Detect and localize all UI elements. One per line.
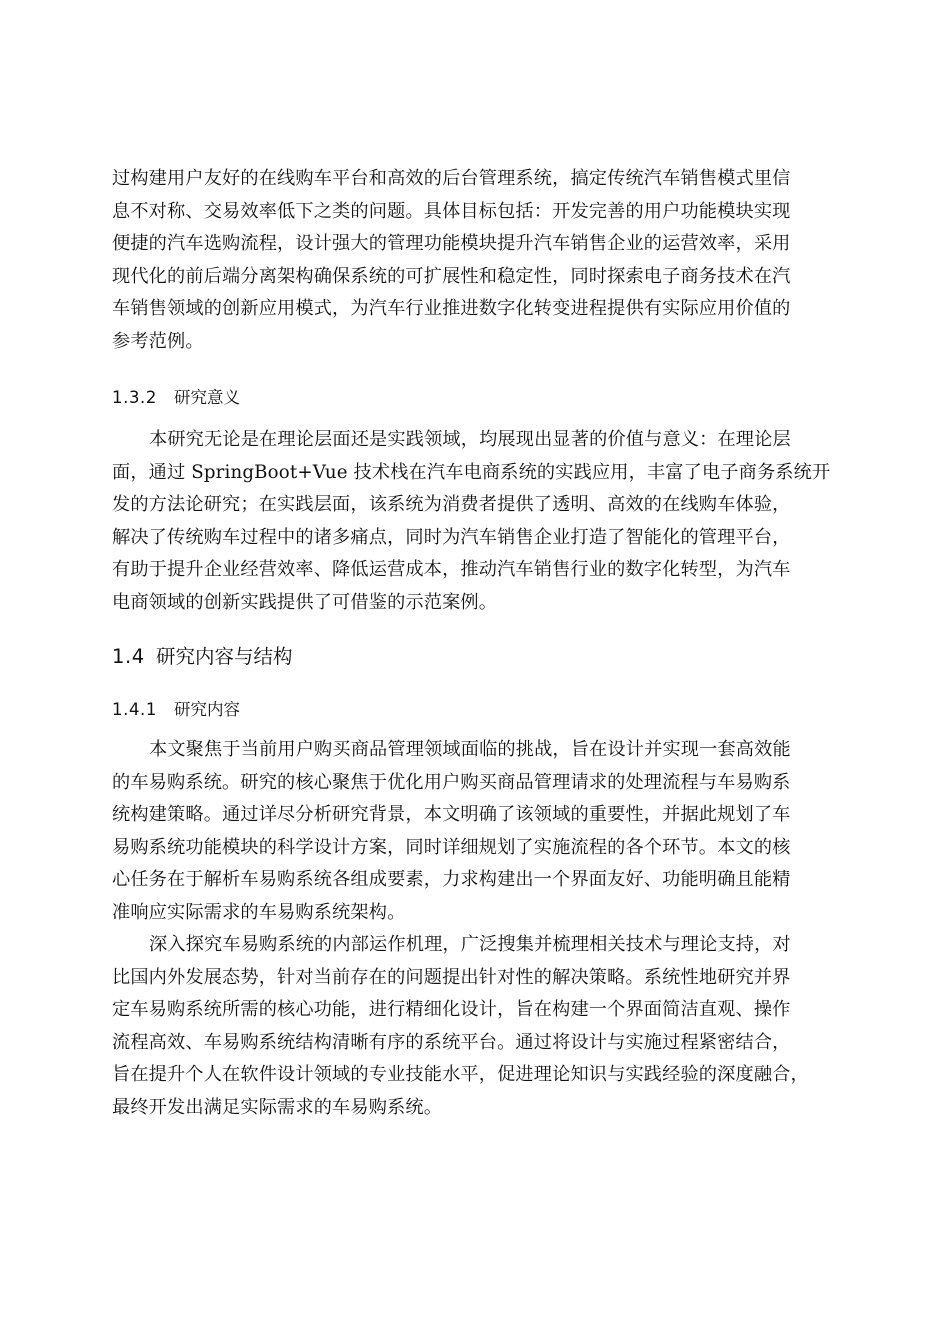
- text-line: 的车易购系统。研究的核心聚焦于优化用户购买商品管理请求的处理流程与车易购系: [112, 771, 791, 793]
- paragraph-research-goals-continued: [112, 163, 842, 358]
- section-heading-1-3-2: [112, 386, 240, 410]
- text-line: 息不对称、交易效率低下之类的问题。具体目标包括：开发完善的用户功能模块实现: [112, 200, 791, 222]
- text-line: 最终开发出满足实际需求的车易购系统。: [112, 1096, 443, 1118]
- section-number: 1.4.1: [112, 700, 157, 719]
- section-title: 研究内容: [174, 700, 240, 719]
- text-line: 过构建用户友好的在线购车平台和高效的后台管理系统，搞定传统汽车销售模式里信: [112, 168, 791, 189]
- text-line: 便捷的汽车选购流程，设计强大的管理功能模块提升汽车销售企业的运营效率，采用: [112, 233, 791, 254]
- text-line: 车销售领域的创新应用模式，为汽车行业推进数字化转变进程提供有实际应用价值的: [112, 298, 791, 319]
- text-line: 解决了传统购车过程中的诸多痛点，同时为汽车销售企业打造了智能化的管理平台，: [112, 526, 791, 548]
- text-line: 准响应实际需求的车易购系统架构。: [112, 901, 406, 923]
- text-line: 现代化的前后端分离架构确保系统的可扩展性和稳定性，同时探索电子商务技术在汽: [112, 265, 791, 287]
- text-line: 旨在提升个人在软件设计领域的专业技能水平，促进理论知识与实践经验的深度融合，: [112, 1064, 809, 1085]
- section-title: 研究意义: [174, 388, 240, 407]
- text-line: 统构建策略。通过详尽分析研究背景，本文明确了该领域的重要性，并据此规划了车: [112, 804, 791, 825]
- text-line: 电商领域的创新实践提供了可借鉴的示范案例。: [112, 591, 498, 613]
- section-title: 研究内容与结构: [156, 645, 293, 668]
- text-line: 心任务在于解析车易购系统各组成要素，力求构建出一个界面友好、功能明确且能精: [112, 869, 791, 890]
- text-line: 深入探究车易购系统的内部运作机理，广泛搜集并梳理相关技术与理论支持，对: [149, 934, 791, 955]
- text-line: 易购系统功能模块的科学设计方案，同时详细规划了实施流程的各个环节。本文的核: [112, 836, 791, 858]
- paragraph-research-content-1: [112, 734, 842, 929]
- section-heading-1-4: [112, 643, 293, 671]
- text-line: 流程高效、车易购系统结构清晰有序的系统平台。通过将设计与实施过程紧密结合，: [112, 1031, 791, 1053]
- paragraph-research-significance: [112, 424, 842, 619]
- paragraph-research-content-2: [112, 929, 842, 1124]
- text-line: 参考范例。: [112, 330, 204, 352]
- section-number: 1.3.2: [112, 388, 157, 407]
- section-heading-1-4-1: [112, 698, 240, 722]
- text-line: 有助于提升企业经营效率、降低运营成本，推动汽车销售行业的数字化转型，为汽车: [112, 559, 791, 580]
- text-line: 定车易购系统所需的核心功能，进行精细化设计，旨在构建一个界面简洁直观、操作: [112, 999, 791, 1020]
- text-line: 面，通过 SpringBoot+Vue 技术栈在汽车电商系统的实践应用，丰富了电子商务系统开: [112, 461, 831, 483]
- section-number: 1.4: [112, 645, 145, 668]
- text-line: 比国内外发展态势，针对当前存在的问题提出针对性的解决策略。系统性地研究并界: [112, 966, 791, 988]
- text-line: 发的方法论研究；在实践层面，该系统为消费者提供了透明、高效的在线购车体验，: [112, 494, 791, 515]
- text-line: 本文聚焦于当前用户购买商品管理领域面临的挑战，旨在设计并实现一套高效能: [149, 739, 791, 760]
- text-line: 本研究无论是在理论层面还是实践领域，均展现出显著的价值与意义：在理论层: [149, 429, 791, 450]
